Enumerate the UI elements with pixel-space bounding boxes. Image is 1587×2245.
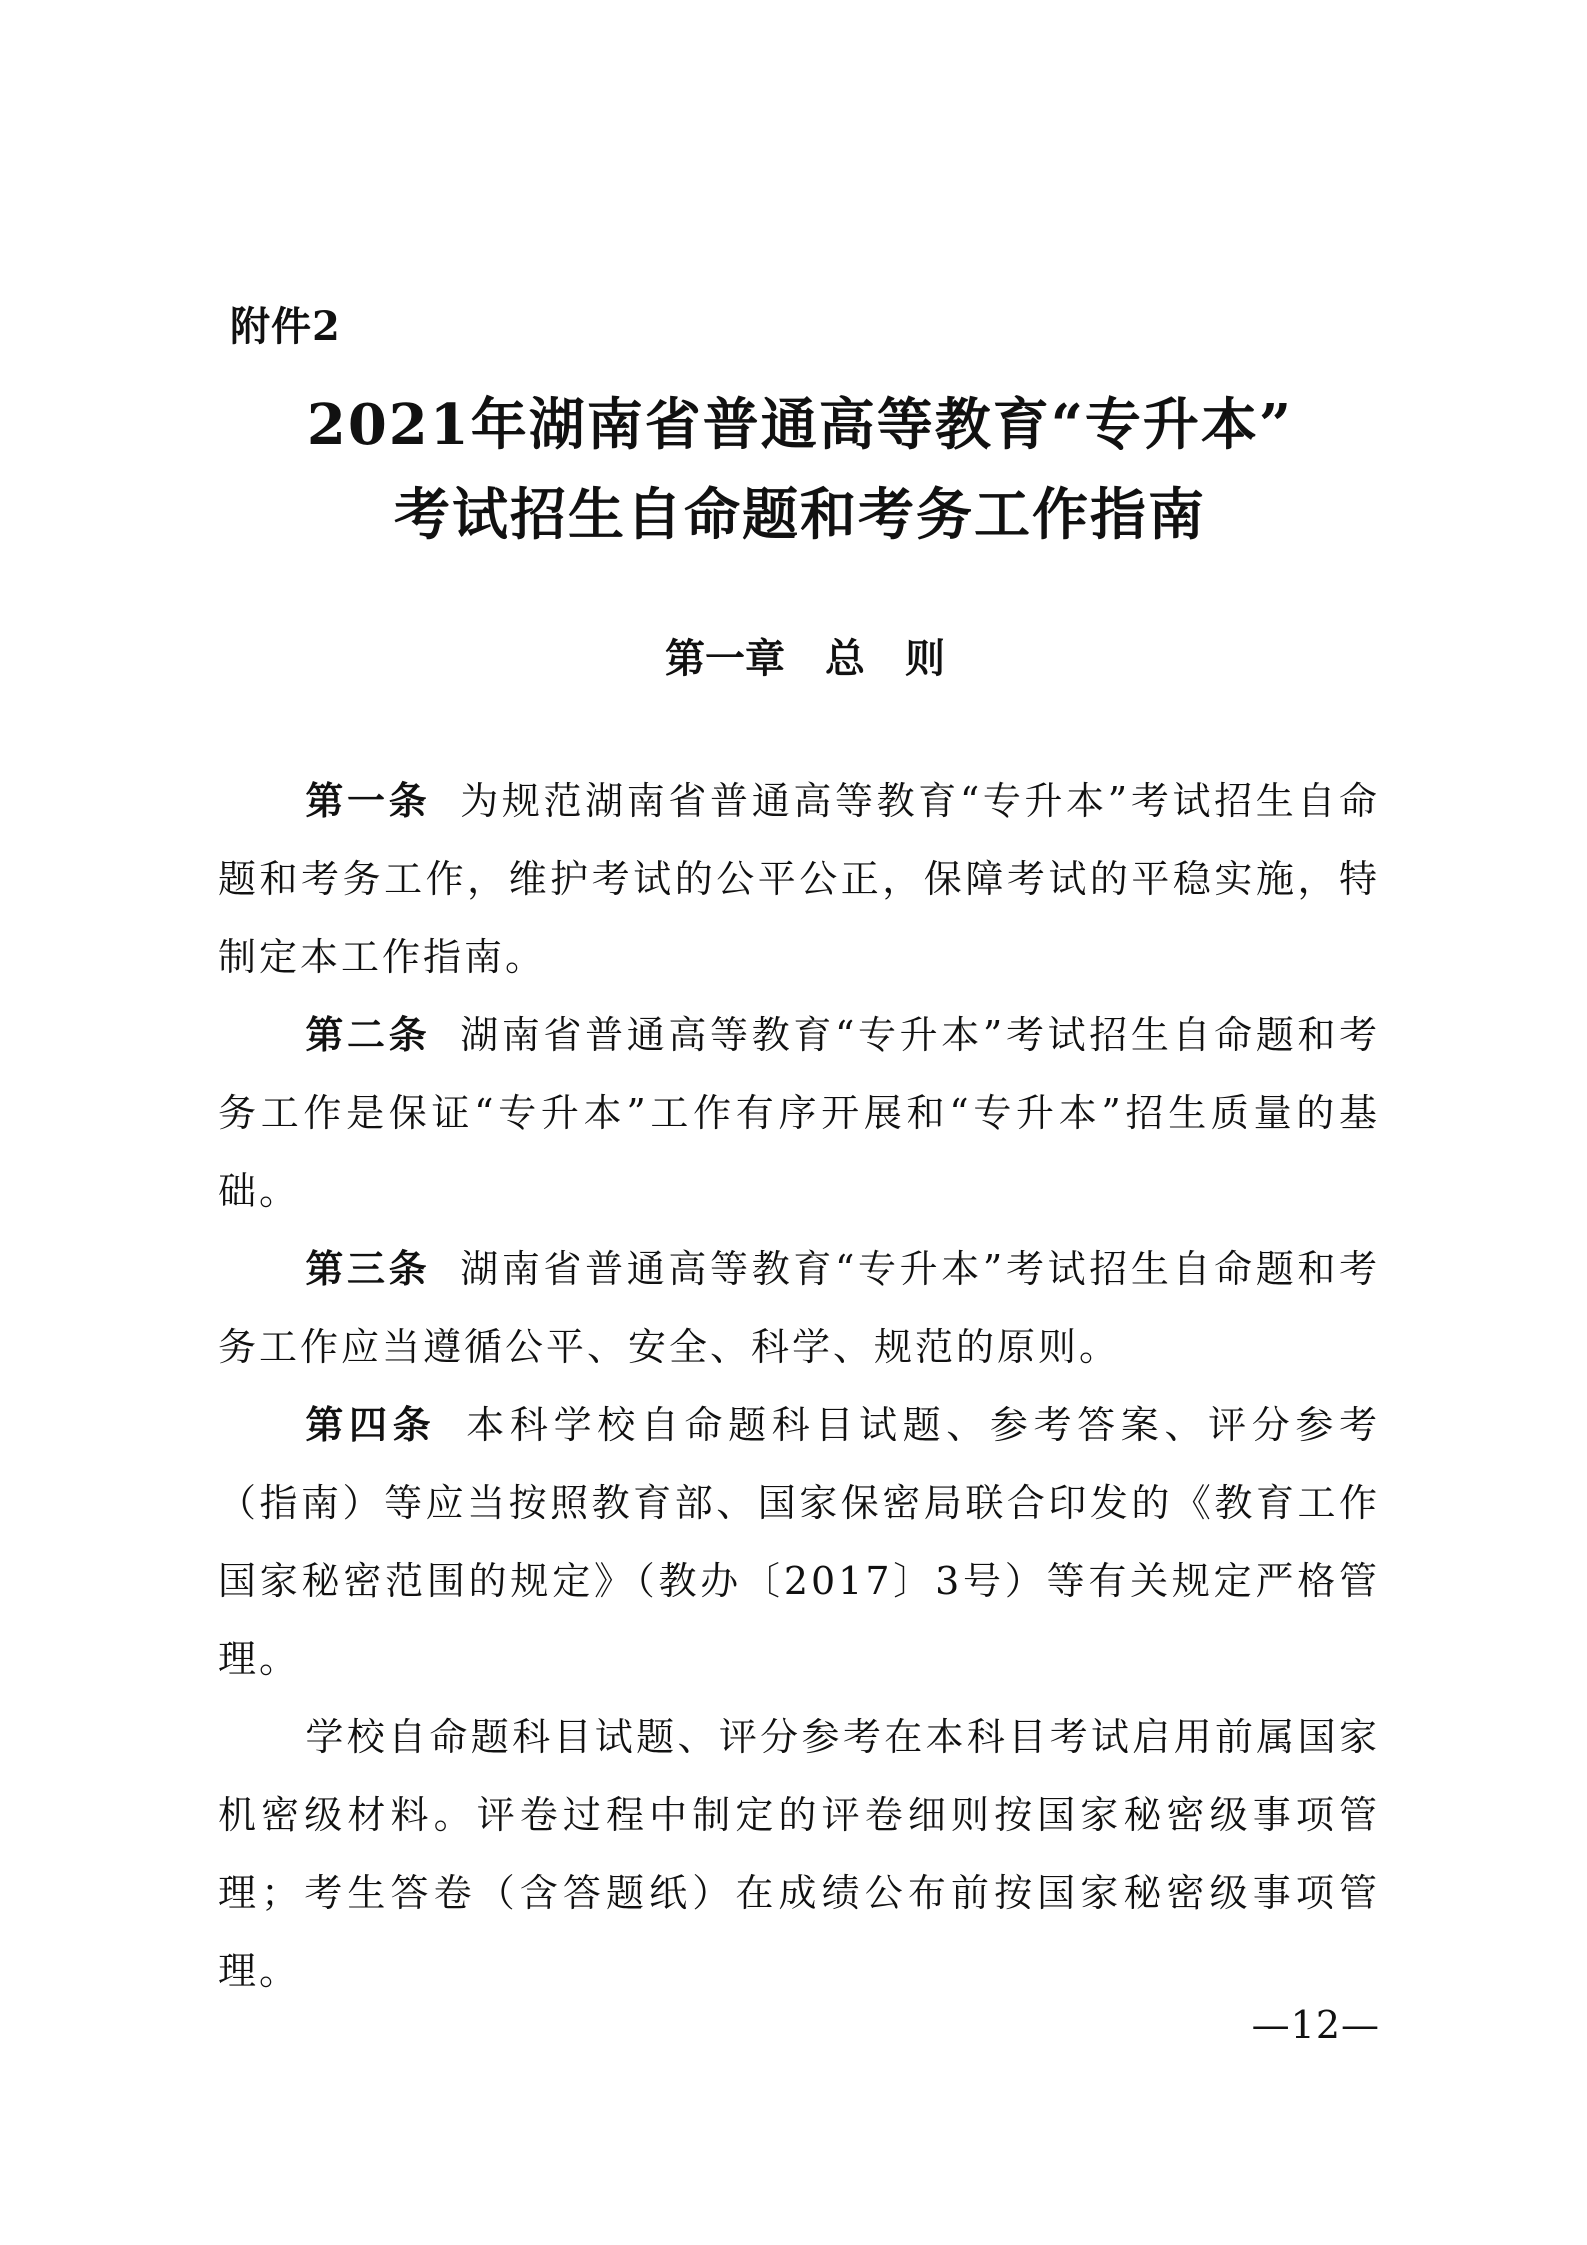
article-1-text: 为规范湖南省普通高等教育“专升本”考试招生自命题和考务工作，维护考试的公平公正，保障考试的平稳实施，特制定本工作指南。 [218,779,1380,979]
article-2-text: 湖南省普通高等教育“专升本”考试招生自命题和考务工作是保证“专升本”工作有序开展和“专升本”招生质量的基础。 [218,1013,1380,1213]
article-2 [218,996,1380,1230]
title-line-1: 2021年湖南省普通高等教育“专升本” [306,392,1294,458]
extra-paragraph: 学校自命题科目试题、评分参考在本科目考试启用前属国家机密级材料。评卷过程中制定的评卷细则按国家秘密级事项管理；考生答卷（含答题纸）在成绩公布前按国家秘密级事项管理。 [218,1715,1380,1993]
article-4 [218,1386,1380,1698]
article-1-label: 第一条 [305,779,431,823]
article-4-text: 本科学校自命题科目试题、参考答案、评分参考（指南）等应当按照教育部、国家保密局联合印发的《教育工作国家秘密范围的规定》（教办〔2017〕3号）等有关规定严格管理。 [218,1403,1380,1681]
article-3 [218,1230,1380,1386]
page-number: —12— [1251,2003,1380,2047]
article-3-text: 湖南省普通高等教育“专升本”考试招生自命题和考务工作应当遵循公平、安全、科学、规范的原则。 [218,1247,1380,1369]
attachment-label: 附件2 [230,303,341,350]
article-1 [218,762,1380,996]
article-3-label: 第三条 [305,1247,431,1291]
document-title [150,380,1450,560]
chapter-heading: 第一章 总 则 [665,636,945,682]
title-line-2: 考试招生自命题和考务工作指南 [394,482,1206,548]
article-2-label: 第二条 [305,1013,431,1057]
article-4-label: 第四条 [305,1403,437,1447]
document-body [218,762,1380,2010]
